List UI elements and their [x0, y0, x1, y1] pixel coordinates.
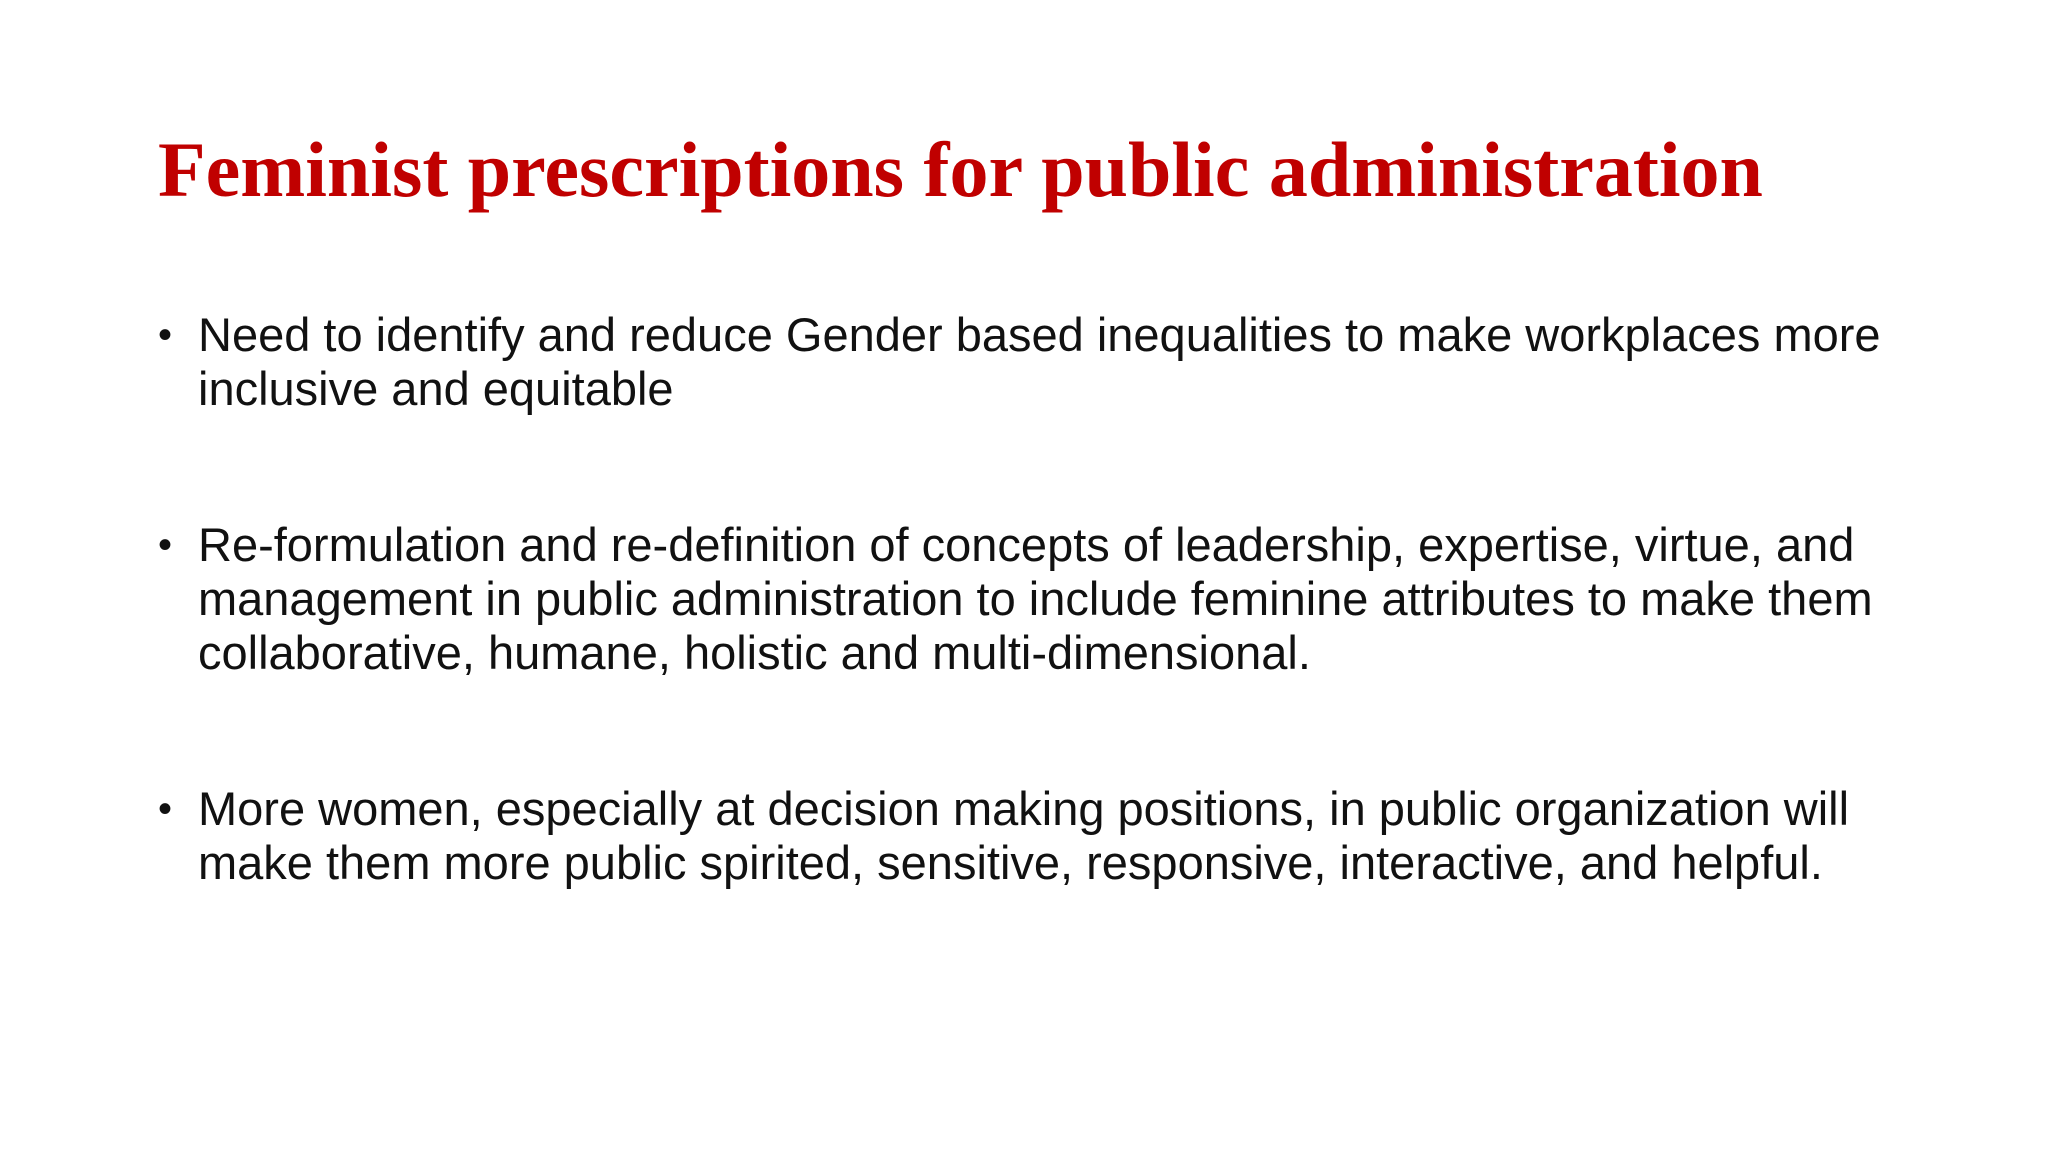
slide-title: Feminist prescriptions for public administration	[158, 126, 1763, 213]
bullet-text: Need to identify and reduce Gender based inequalities to make workplaces more inclusive and equitable	[198, 308, 1881, 415]
bullet-item	[158, 518, 1918, 680]
bullet-text: Re-formulation and re-definition of concepts of leadership, expertise, virtue, and management in public administration to include feminine attributes to make them collaborative, humane, holistic and multi-dimensional.	[198, 518, 1873, 679]
bullet-marker: •	[158, 787, 173, 831]
bullet-marker: •	[158, 313, 173, 357]
bullet-text: More women, especially at decision making positions, in public organization will make them more public spirited, sensitive, responsive, interactive, and helpful.	[198, 782, 1850, 889]
bullet-item	[158, 782, 1918, 890]
bullet-marker: •	[158, 523, 173, 567]
bullet-item	[158, 308, 1918, 416]
bullet-list	[158, 308, 1918, 992]
